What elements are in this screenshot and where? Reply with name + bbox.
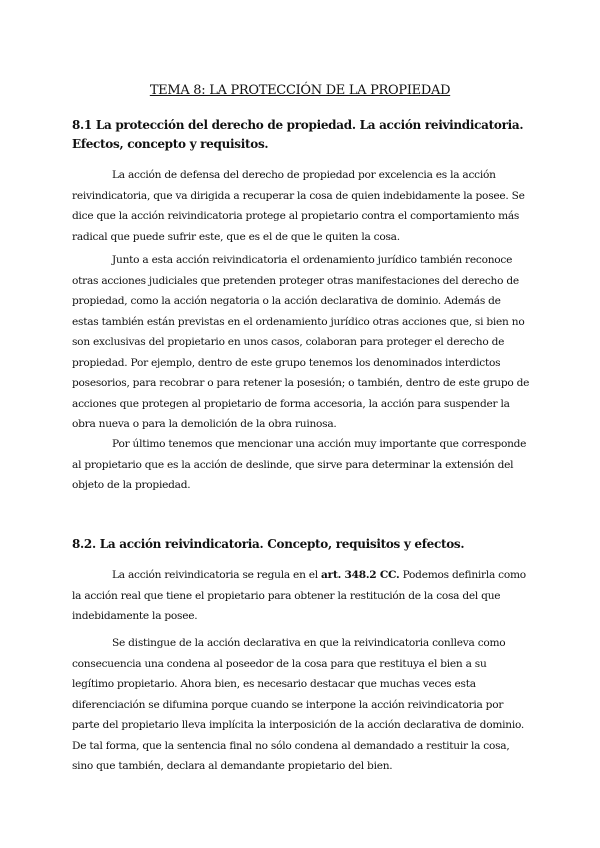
- section-1-paragraph-3: Por último tenemos que mencionar una acción muy importante que corresponde al propietario que es la acción de deslinde, que sirve para determinar la extensión del objeto de la propiedad.: [72, 438, 527, 491]
- paragraph-text-end: Podemos definirla como la acción real que tiene el propietario para obtener la restitución de la cosa del que indebidamente la posee.: [72, 569, 526, 622]
- section-2-heading: 8.2. La acción reivindicatoria. Concepto, requisitos y efectos.: [72, 537, 465, 551]
- paragraph-text-start: La acción reivindicatoria se regula en el: [112, 569, 322, 581]
- article-reference: art. 348.2 CC.: [321, 569, 400, 581]
- section-1-paragraph-1: La acción de defensa del derecho de propiedad por excelencia es la acción reivindicatoria, que va dirigida a recuperar la cosa de quien indebidamente la posee. Se dice que la acción reivindicatoria protege al propietario contra el comportamiento más radical que puede sufrir este, que es el de que le quiten la cosa.: [72, 169, 525, 243]
- section-1-heading: 8.1 La protección del derecho de propiedad. La acción reivindicatoria. Efectos, concepto y requisitos.: [72, 118, 524, 151]
- section-1-paragraph-2: Junto a esta acción reivindicatoria el ordenamiento jurídico también reconoce otras acciones judiciales que pretenden proteger otras manifestaciones del derecho de propiedad, como la acción negatoria o la acción declarativa de dominio. Además de estas también están previstas en el ordenamiento jurídico otras acciones que, si bien no son exclusivas del propietario en unos casos, colaboran para proteger el derecho de propiedad. Por ejemplo, dentro de este grupo tenemos los denominados interdictos posesorios, para recobrar o para retener la posesión; o también, dentro de este grupo de acciones que protegen al propietario de forma accesoria, la acción para suspender la obra nueva o para la demolición de la obra ruinosa.: [72, 254, 530, 430]
- section-2-paragraph-1: [72, 565, 530, 627]
- page-title: TEMA 8: LA PROTECCIÓN DE LA PROPIEDAD: [149, 83, 451, 98]
- section-2-paragraph-2: Se distingue de la acción declarativa en que la reivindicatoria conlleva como consecuencia una condena al poseedor de la cosa para que restituya el bien a su legítimo propietario. Ahora bien, es necesario destacar que muchas veces esta diferenciación se difumina porque cuando se interpone la acción reivindicatoria por parte del propietario lleva implícita la interposición de la acción declarativa de dominio. De tal forma, que la sentencia final no sólo condena al demandado a restituir la cosa, sino que también, declara al demandante propietario del bien.: [72, 637, 525, 772]
